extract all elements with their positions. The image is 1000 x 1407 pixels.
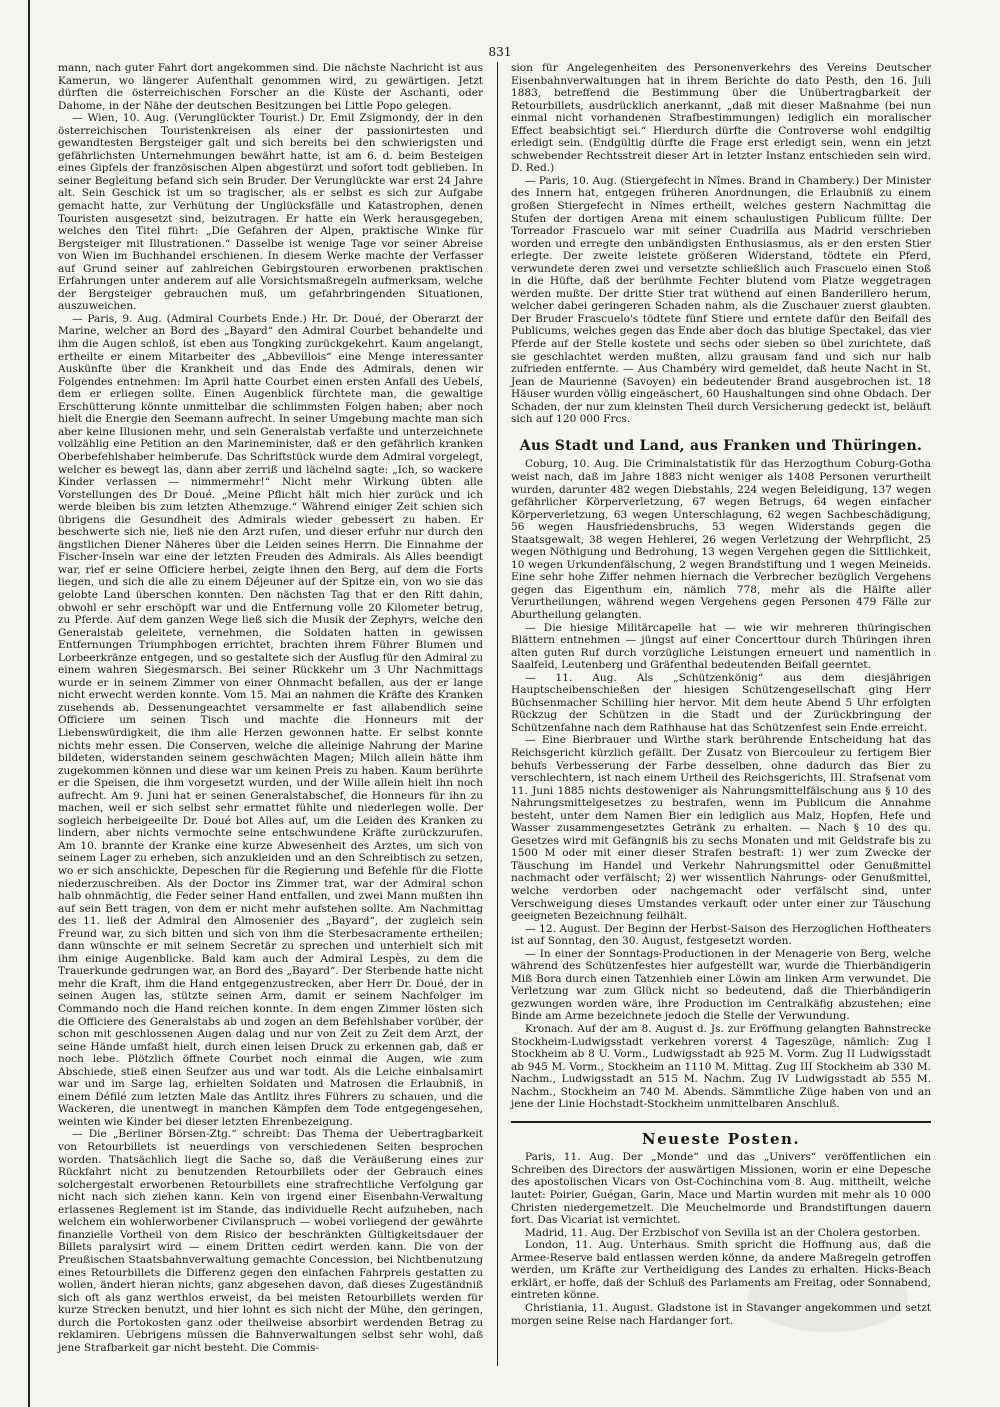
right-column <box>511 62 931 1327</box>
article-paragraph: London, 11. Aug. Unterhaus. Smith spricht die Hoffnung aus, daß die Armee-Reserve bald entlassen werden könne, da andere Maßregeln getroffen werden, um Kräfte zur Vertheidigung des Landes zu erhalten. Hicks-Beach erklärt, er hoffe, daß der Schluß des Parlaments am Freitag, oder Sonnabend, eintreten könne. <box>511 1239 931 1302</box>
article-paragraph: Madrid, 11. Aug. Der Erzbischof von Sevilla ist an der Cholera gestorben. <box>525 1226 921 1239</box>
article-paragraph: — Wien, 10. Aug. (Verunglückter Tourist.) Dr. Emil Zsigmondy, der in den österreichischen Touristenkreisen als einer der passionirtesten und gewandtesten Bergsteiger galt und sich bereits bei den schwierigsten und gefährlichsten Unternehmungen bewährt hatte, ist am 6. d. beim Besteigen eines Gipfels der französischen Alpen abgestürzt und sofort todt geblieben. In seiner Begleitung befand sich sein Bruder. Der Verunglückte war erst 24 Jahre alt. Sein Geschick ist um so tragischer, als er selbst es sich zur Aufgabe gemacht hatte, zur Verhütung der Unglücksfälle und Katastrophen, denen Touristen ausgesetzt sind, beizutragen. Er hatte ein Werk herausgegeben, welches den Titel führt: „Die Gefahren der Alpen, praktische Winke für Bergsteiger mit Illustrationen.“ Dasselbe ist wenige Tage vor seiner Abreise von Wien im Buchhandel erschienen. In diesem Werke machte der Verfasser auf Grund seiner auf zahlreichen Gebirgstouren erworbenen praktischen Erfahrungen unter anderem auf alle Vorsichtsmaßregeln aufmerksam, welche der Bergsteiger gebrauchen muß, um gefahrbringenden Situationen, auszuweichen. <box>58 112 483 313</box>
faint-library-stamp <box>748 1262 908 1332</box>
article-paragraph: Christiania, 11. August. Gladstone ist in Stavanger angekommen und setzt morgen seine Reise nach Hardanger fort. <box>511 1301 931 1327</box>
section-rule <box>511 1121 931 1123</box>
article-paragraph: — 11. Aug. Als „Schützenkönig“ aus dem diesjährigen Hauptscheibenschießen der hiesigen Schützengesellschaft ging Herr Büchsenmacher Schilling hier hervor. Mit dem heute Abend 5 Uhr erfolgten Rückzug der Schützen in die Stadt und der Zurückbringung der Schützenfahne nach dem Rathhause hat das Schützenfest sein Ende erreicht. <box>511 671 931 734</box>
page-number: 831 <box>488 45 512 59</box>
article-paragraph: mann, nach guter Fahrt dort angekommen sind. Die nächste Nachricht ist aus Kamerun, wo längerer Aufenthalt genommen wird, zu gewärtigen. Jetzt dürften die österreichischen Forscher an die Küste der Aschanti, oder Dahome, in der Nähe der deutschen Besitzungen bei Little Popo gelegen. <box>58 62 483 112</box>
section-heading-latest-news: Neueste Posten. <box>641 1129 801 1148</box>
section-heading-regional: Aus Stadt und Land, aus Franken und Thüringen. <box>519 437 923 454</box>
article-paragraph: — Paris, 10. Aug. (Stiergefecht in Nîmes. Brand in Chambery.) Der Minister des Innern hat, entgegen früheren Anordnungen, die Erlaubniß zu einem großen Stiergefecht in Nîmes ertheilt, welches gestern Nachmittag die Stufen der dortigen Arena mit einem schaulustigen Publicum füllte. Der Torreador Frascuelo war mit seiner Cuadrilla aus Madrid verschrieben worden und erregte den unbändigsten Enthusiasmus, als er den ersten Stier erlegte. Der zweite leistete größeren Widerstand, tödtete ein Pferd, verwundete deren zwei und versetzte schließlich auch Frascuelo einen Stoß in die Hüfte, daß der berühmte Fechter blutend vom Platze weggetragen werden mußte. Der dritte Stier trat wüthend auf einen Banderillero herum, welcher dabei geringeren Schaden nahm, als die Zuschauer zuerst glaubten. Der Bruder Frascuelo's tödtete fünf Stiere und erntete dafür den Beifall des Publicums, welches gegen das Ende aber doch das blutige Spectakel, das vier Pferde auf der Stelle kostete und sechs oder sieben so übel zurichtete, daß sie geschlachtet werden mußten, allzu grausam fand und sich nur halb zufrieden entfernte. — Aus Chambéry wird gemeldet, daß heute Nacht in St. Jean de Maurienne (Savoyen) ein bedeutender Brand ausgebrochen ist. 18 Häuser wurden völlig eingeäschert, 60 Haushaltungen sind ohne Obdach. Der Schaden, der nur zum kleinsten Theil durch Versicherung gedeckt ist, beläuft sich auf 120 000 Frcs. <box>511 174 931 426</box>
article-paragraph: sion für Angelegenheiten des Personenverkehrs des Vereins Deutscher Eisenbahnverwaltungen hat in ihrem Berichte do dato Pesth, den 16. Juli 1883, betreffend die Bestimmung über die Unübertragbarkeit der Retourbillets, ausdrücklich anerkannt, „daß mit dieser Maßnahme (bei nun einmal nicht vorhandenen Strafbestimmungen) lediglich ein moralischer Effect beabsichtigt sei.“ Hierdurch dürfte die Controverse wohl endgiltig erledigt sein. (Endgültig dürfte die Frage erst erledigt sein, wenn ein jetzt schwebender Rechtsstreit dieser Art in letzter Instanz entschieden sein wird. D. Red.) <box>511 62 931 175</box>
article-paragraph: Coburg, 10. Aug. Die Criminalstatistik für das Herzogthum Coburg-Gotha weist nach, daß im Jahre 1883 nicht weniger als 1408 Personen verurtheilt wurden, darunter 482 wegen Diebstahls, 224 wegen Beleidigung, 137 wegen gefährlicher Körperverletzung, 67 wegen Betrugs, 64 wegen einfacher Körperverletzung, 63 wegen Unterschlagung, 62 wegen Sachbeschädigung, 56 wegen Hausfriedensbruchs, 53 wegen Widerstands gegen die Staatsgewalt, 38 wegen Hehlerei, 26 wegen Verletzung der Wehrpflicht, 25 wegen Nöthigung und Bedrohung, 13 wegen Vergehen gegen die Sittlichkeit, 10 wegen Urkundenfälschung, 2 wegen Brandstiftung und 1 wegen Meineids. Eine sehr hohe Ziffer nehmen hiernach die Verbrecher bezüglich Vergehens gegen das Eigenthum ein, nämlich 778, mehr als die Hälfte aller Verurtheilungen, während wegen Vergehens gegen Personen 479 Fälle zur Aburtheilung gelangten. <box>511 458 931 621</box>
article-paragraph: — In einer der Sonntags-Productionen in der Menagerie von Berg, welche während des Schützenfestes hier aufgestellt war, wurde die Thierbändigerin Miß Bora durch einen Tatzenhieb einer Löwin am linken Arm verwundet. Die Verletzung war zum Glück nicht so bedeutend, daß die Thierbändigerin gezwungen worden wäre, ihre Production im Centralkäfig abzustehen; eine Binde am Arme bezeichnete jedoch die Stelle der Verwundung. <box>511 947 931 1023</box>
article-paragraph: — Die hiesige Militärcapelle hat — wie wir mehreren thüringischen Blättern entnehmen — jüngst auf einer Concerttour durch Thüringen ihren alten guten Ruf durch vorzügliche Leistungen erneuert und namentlich in Saalfeld, Leutenberg und Gräfenthal bedeutenden Beifall geerntet. <box>511 621 931 672</box>
article-paragraph: — 12. August. Der Beginn der Herbst-Saison des Herzoglichen Hoftheaters ist auf Sonntag, den 30. August, festgesetzt worden. <box>511 922 931 948</box>
article-paragraph: — Eine Bierbrauer und Wirthe stark berührende Entscheidung hat das Reichsgericht kürzlich gefällt. Der Zusatz von Biercouleur zu fertigem Bier behufs Verbesserung der Farbe desselben, ohne dadurch das Bier zu verschlechtern, ist nach einem Urtheil des Reichsgerichts, III. Strafsenat vom 11. Juni 1885 nichts destoweniger als Nahrungsmittelfälschung aus § 10 des Nahrungsmittelgesetzes zu bestrafen, wenn im Publicum die Annahme besteht, unter dem Namen Bier ein lediglich aus Malz, Hopfen, Hefe und Wasser zusammengesetztes Getränk zu erhalten. — Nach § 10 des qu. Gesetzes wird mit Gefängniß bis zu sechs Monaten und mit Geldstrafe bis zu 1500 M oder mit einer dieser Strafen bestraft: 1) wer zum Zwecke der Täuschung im Handel und Verkehr Nahrungsmittel oder Genußmittel nachmacht oder verfälscht; 2) wer wissentlich Nahrungs- oder Genußmittel, welche verdorben oder nachgemacht oder verfälscht sind, unter Verschweigung dieses Umstandes verkauft oder unter einer zur Täuschung geeigneten Bezeichnung feilhält. <box>511 734 931 923</box>
left-column <box>58 62 483 1354</box>
column-divider <box>497 62 498 1366</box>
article-paragraph: Paris, 11. Aug. Der „Monde“ und das „Univers“ veröffentlichen ein Schreiben des Directors der auswärtigen Missionen, worin er eine Depesche des apostolischen Vicars von Ost-Cochinchina vom 8. Aug. mittheilt, welche lautet: Poirier, Guégan, Garin, Mace und Martin wurden mit mehr als 10 000 Christen niedergemetzelt. Die Meuchelmorde und Brandstiftungen dauern fort. Das Vicariat ist vernichtet. <box>511 1151 931 1227</box>
article-paragraph: — Die „Berliner Börsen-Ztg.“ schreibt: Das Thema der Uebertragbarkeit von Retourbillets ist neuerdings von verschiedenen Seiten besprochen worden. Thatsächlich liegt die Sache so, daß die Veräußerung eines zur Rückfahrt nicht zu benutzenden Retourbillets oder der Gebrauch eines solchergestalt erworbenen Retourbillets eine strafrechtliche Verfolgung gar nicht nach sich ziehen kann. Kein von irgend einer Eisenbahn-Verwaltung erlassenes Reglement ist im Stande, das individuelle Recht aufzuheben, nach welchem ein wohlerworbener Civilanspruch — wobei vorliegend der gewährte finanzielle Vortheil von dem Risico der beschränkten Gültigkeitsdauer der Billets paralysirt wird — einem Dritten cedirt werden kann. Die von der Preußischen Staatsbahnverwaltung gemachte Concession, bei Nichtbenutzung eines Retourbillets die Differenz gegen den einfachen Fahrpreis gestatten zu wollen, ändert hieran nichts, ganz abgesehen davon, daß dieses Zugeständniß sich oft als ganz werthlos erweist, da bei meisten Retourbillets werden für kurze Strecken benutzt, und hier lohnt es sich nicht der Mühe, den geringen, durch die Portokosten ganz oder theilweise absorbirt werdenden Betrag zu reklamiren. Uebrigens müssen die Bahnverwaltungen selbst sehr wohl, daß jene Strafbarkeit gar nicht besteht. Die Commis- <box>58 1128 483 1354</box>
article-paragraph: — Paris, 9. Aug. (Admiral Courbets Ende.) Hr. Dr. Doué, der Oberarzt der Marine, welcher an Bord des „Bayard“ den Admiral Courbet behandelte und ihm die Augen schloß, ist eben aus Tongking zurückgekehrt. Kaum angelangt, ertheilte er einem Mitarbeiter des „Abbevillois“ eine Menge interessanter Auskünfte über die Krankheit und das Ende des Admirals, denen wir Folgendes entnehmen: Im April hatte Courbet einen ersten Anfall des Uebels, dem er erliegen sollte. Einen Augenblick fürchtete man, die gewaltige Erschütterung könnte unmittelbar die schlimmsten Folgen haben; aber noch hielt die Energie den Seemann aufrecht. In seiner Umgebung machte man sich aber keine Illusionen mehr, und sein Generalstab verfaßte und unterzeichnete vollzählig eine Petition an den Marineminister, daß er den gefährlich kranken Oberbefehlshaber heimberufe. Das Schriftstück wurde dem Admiral vorgelegt, welcher es bewegt las, dann aber zerriß und lächelnd sagte: „Ich, so wackere Kinder verlassen — nimmermehr!“ Nicht mehr Wirkung übten alle Vorstellungen des Dr Doué. „Meine Pflicht hält mich hier zurück und ich werde bleiben bis zum letzten Athemzuge.“ Während einiger Zeit schien sich übrigens die Gesundheit des Admirals wieder gebessert zu haben. Er beschwerte sich nie, ließ nie den Arzt rufen, und dieser erfuhr nur durch den ängstlichen Diener Näheres über die Leiden seines Herrn. Die Einnahme der Fischer-Inseln war eine der letzten Freuden des Admirals. Als Alles beendigt war, rief er seine Officiere herbei, zeigte ihnen den Berg, auf dem die Forts liegen, und sich die alle zu einem Déjeuner auf der Spitze ein, von wo sie das gelobte Land überschen konnten. Den nächsten Tag that er den Ritt dahin, obwohl er sehr erschöpft war und die Entfernung volle 20 Kilometer betrug, zu Pferde. Auf dem ganzen Wege ließ sich die Musik der Zephyrs, welche den Generalstab geleitete, vernehmen, die Soldaten hatten in gewissen Entfernungen Triumphbogen errichtet, brachten ihrem Führer Blumen und Lorbeerkränze entgegen, und so gestaltete sich der Ausflug für den Admiral zu einem wahren Siegesmarsch. Bei seiner Rückkehr um 3 Uhr Nachmittags wurde er in seinem Zimmer von einer Ohnmacht befallen, aus der er lange nicht erwecht werden konnte. Vom 15. Mai an nahmen die Kräfte des Kranken zusehends ab. Dessenungeachtet versammelte er fast allabendlich seine Officiere um seinen Tisch und machte die Honneurs mit der Liebenswürdigkeit, die ihm alle Herzen gewonnen hatte. Er selbst konnte nichts mehr essen. Die Conserven, welche die alleinige Nahrung der Marine bildeten, widerstanden seinem geschwächten Magen; Milch allein hätte ihm zugekommen können und diese war um keinen Preis zu haben. Kaum berührte er die Speisen, die ihm vorgesetzt wurden, und der Wille allein hielt ihn noch aufrecht. Am 9. Juni hat er seinen Generalstabschef, die Honneurs für ihn zu machen, weil er sich selbst sehr ermattet fühlte und niederlegen wolle. Der sogleich herbeigeeilte Dr. Doué bot Alles auf, um die Leiden des Kranken zu lindern, aber nichts vermochte seine entschwundene Kräfte zurückzurufen. Am 10. brannte der Kranke eine kurze Abwesenheit des Arztes, um sich von seinem Lager zu erheben, sich anzukleiden und an den Schreibtisch zu setzen, wo er sich anschickte, Depeschen für die Regierung und Befehle für die Flotte niederzuschreiben. Als der Doctor ins Zimmer trat, war der Admiral schon halb ohnmächtig, die Feder seiner Hand entfallen, und zwei Mann mußten ihn auf sein Bett tragen, von dem er nicht mehr aufstehen sollte. Am Nachmittag des 11. ließ der Admiral den Almosenier des „Bayard“, der zugleich sein Freund war, zu sich bitten und sich von ihm die Sterbesacramente ertheilen; dann wünschte er mit seinem Secretär zu sprechen und unterhielt sich mit ihm einige Augenblicke. Bald kam auch der Admiral Lespès, zu dem die Trauerkunde gedrungen war, an Bord des „Bayard“. Der Sterbende hatte nicht mehr die Kraft, ihm die Hand entgegenzustrecken, aber Herr Dr. Doué, der in seinen Augen las, stützte seinen Arm, damit er seinem Nachfolger im Commando noch die Hand reichen konnte. In dem engen Zimmer lösten sich die Officiere des Generalstabs ab und zogen an dem Befehlshaber vorüber, der schon mit geschlossenen Augen dalag und nur von Zeit zu Zeit dem Arzt, der seine Hände umfaßt hielt, durch einen leisen Druck zu erkennen gab, daß er noch lebe. Plötzlich öffnete Courbet noch einmal die Augen, wie zum Abschiede, stieß einen Seufzer aus und war todt. Als die Leiche einbalsamirt war und im Sarge lag, erhielten Soldaten und Matrosen die Erlaubniß, in einem Défilé zum letzten Male das Antlitz ihres Führers zu schauen, und die Wackeren, die unentwegt in manchen Kämpfen dem Tode entgegengesehen, weinten wie Kinder bei dieser letzten Ehrenbezeigung. <box>58 312 483 1128</box>
binding-edge-rule <box>28 0 30 1407</box>
article-paragraph: Kronach. Auf der am 8. August d. Js. zur Eröffnung gelangten Bahnstrecke Stockheim-Ludwigsstadt verkehren vorerst 4 Tageszüge, nämlich: Zug I Stockheim ab 8 U. Vorm., Ludwigsstadt ab 925 M. Vorm. Zug II Ludwigsstadt ab 945 M. Vorm., Stockheim an 1110 M. Mittag. Zug III Stockheim ab 330 M. Nachm., Ludwigsstadt an 515 M. Nachm. Zug IV Ludwigsstadt ab 555 M. Nachm., Stockheim an 740 M. Abends. Sämmtliche Züge haben von und an jene der Linie Hochstadt-Stockheim unmittelbaren Anschluß. <box>511 1023 931 1111</box>
